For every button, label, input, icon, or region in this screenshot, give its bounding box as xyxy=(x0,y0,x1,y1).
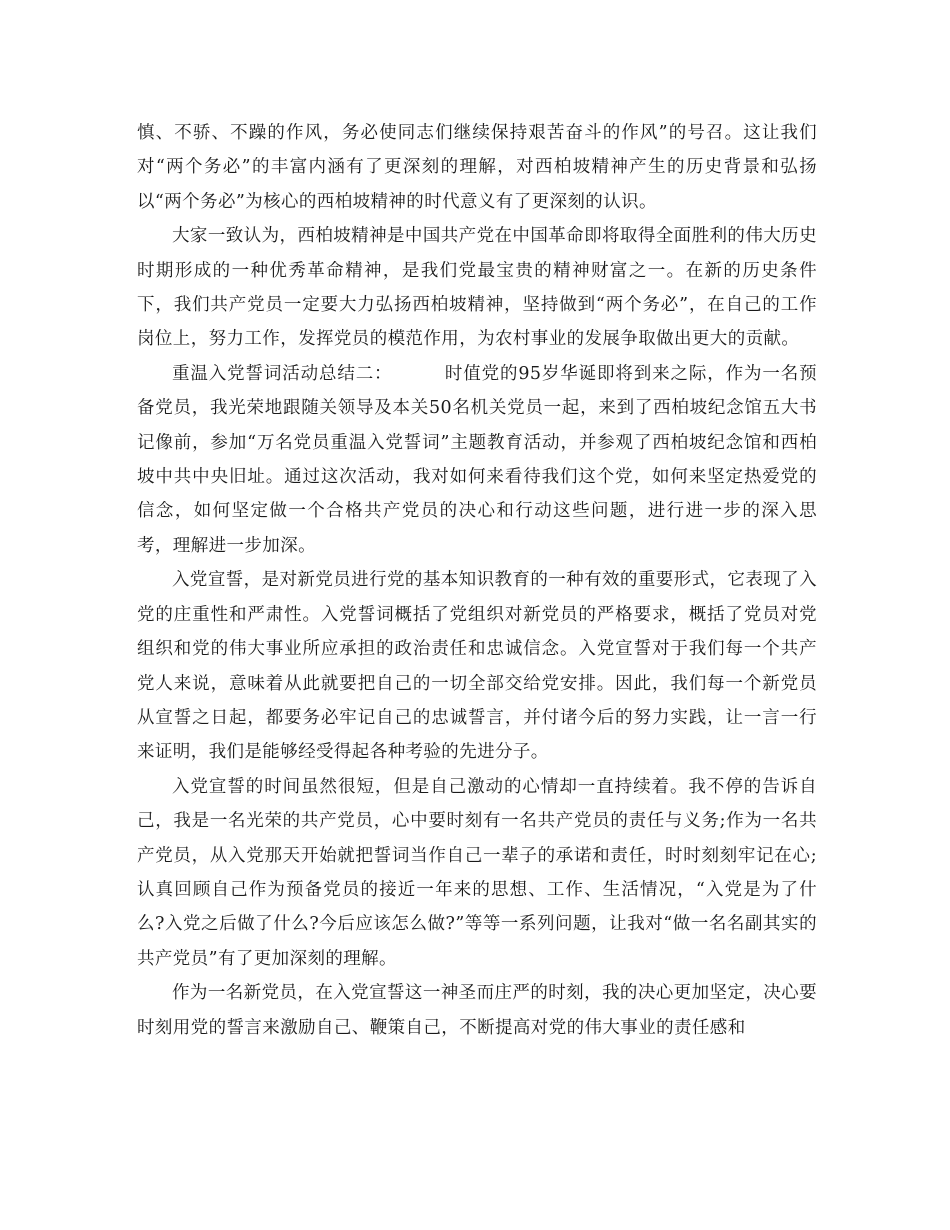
paragraph-text: 时值党的95岁华诞即将到来之际，作为一名预备党员，我光荣地跟随关领导及本关50名机关党员一起，来到了西柏坡纪念馆五大书记像前，参加“万名党员重温入党誓词”主题教育活动，并参观了西柏坡纪念馆和西柏坡中共中央旧址。通过这次活动，我对如何来看待我们这个党，如何来坚定热爱党的信念，如何坚定做一个合格共产党员的决心和行动这些问题，进行进一步的深入思考，理解进一步加深。 xyxy=(137,363,817,556)
document-body xyxy=(137,116,817,1045)
paragraph-continued: 慎、不骄、不躁的作风，务必使同志们继续保持艰苦奋斗的作风”的号召。这让我们对“两个务必”的丰富内涵有了更深刻的理解，对西柏坡精神产生的历史背景和弘扬以“两个务必”为核心的西柏坡精神的时代意义有了更深刻的认识。 xyxy=(137,123,817,212)
paragraph: 入党宣誓，是对新党员进行党的基本知识教育的一种有效的重要形式，它表现了入党的庄重性和严肃性。入党誓词概括了党组织对新党员的严格要求，概括了党员对党组织和党的伟大事业所应承担的政治责任和忠诚信念。入党宣誓对于我们每一个共产党人来说，意味着从此就要把自己的一切全部交给党安排。因此，我们每一个新党员从宣誓之日起，都要务必牢记自己的忠诚誓言，并付诸今后的努力实践，让一言一行来证明，我们是能够经受得起各种考验的先进分子。 xyxy=(137,570,817,763)
paragraph-truncated: 作为一名新党员，在入党宣誓这一神圣而庄严的时刻，我的决心更加坚定，决心要时刻用党的誓言来激励自己、鞭策自己，不断提高对党的伟大事业的责任感和 xyxy=(137,983,817,1038)
paragraph-with-heading xyxy=(137,357,817,563)
paragraph: 大家一致认为，西柏坡精神是中国共产党在中国革命即将取得全面胜利的伟大历史时期形成的一种优秀革命精神，是我们党最宝贵的精神财富之一。在新的历史条件下，我们共产党员一定要大力弘扬西柏坡精神，坚持做到“两个务必”，在自己的工作岗位上，努力工作，发挥党员的模范作用，为农村事业的发展争取做出更大的贡献。 xyxy=(137,226,817,350)
summary-heading: 重温入党誓词活动总结二： xyxy=(172,363,393,384)
paragraph: 入党宣誓的时间虽然很短，但是自己激动的心情却一直持续着。我不停的告诉自己，我是一名光荣的共产党员，心中要时刻有一名共产党员的责任与义务;作为一名共产党员，从入党那天开始就把誓词当作自己一辈子的承诺和责任，时时刻刻牢记在心;认真回顾自己作为预备党员的接近一年来的思想、工作、生活情况，“入党是为了什么?入党之后做了什么?今后应该怎么做?”等等一系列问题，让我对“做一名名副其实的共产党员”有了更加深刻的理解。 xyxy=(137,776,817,969)
